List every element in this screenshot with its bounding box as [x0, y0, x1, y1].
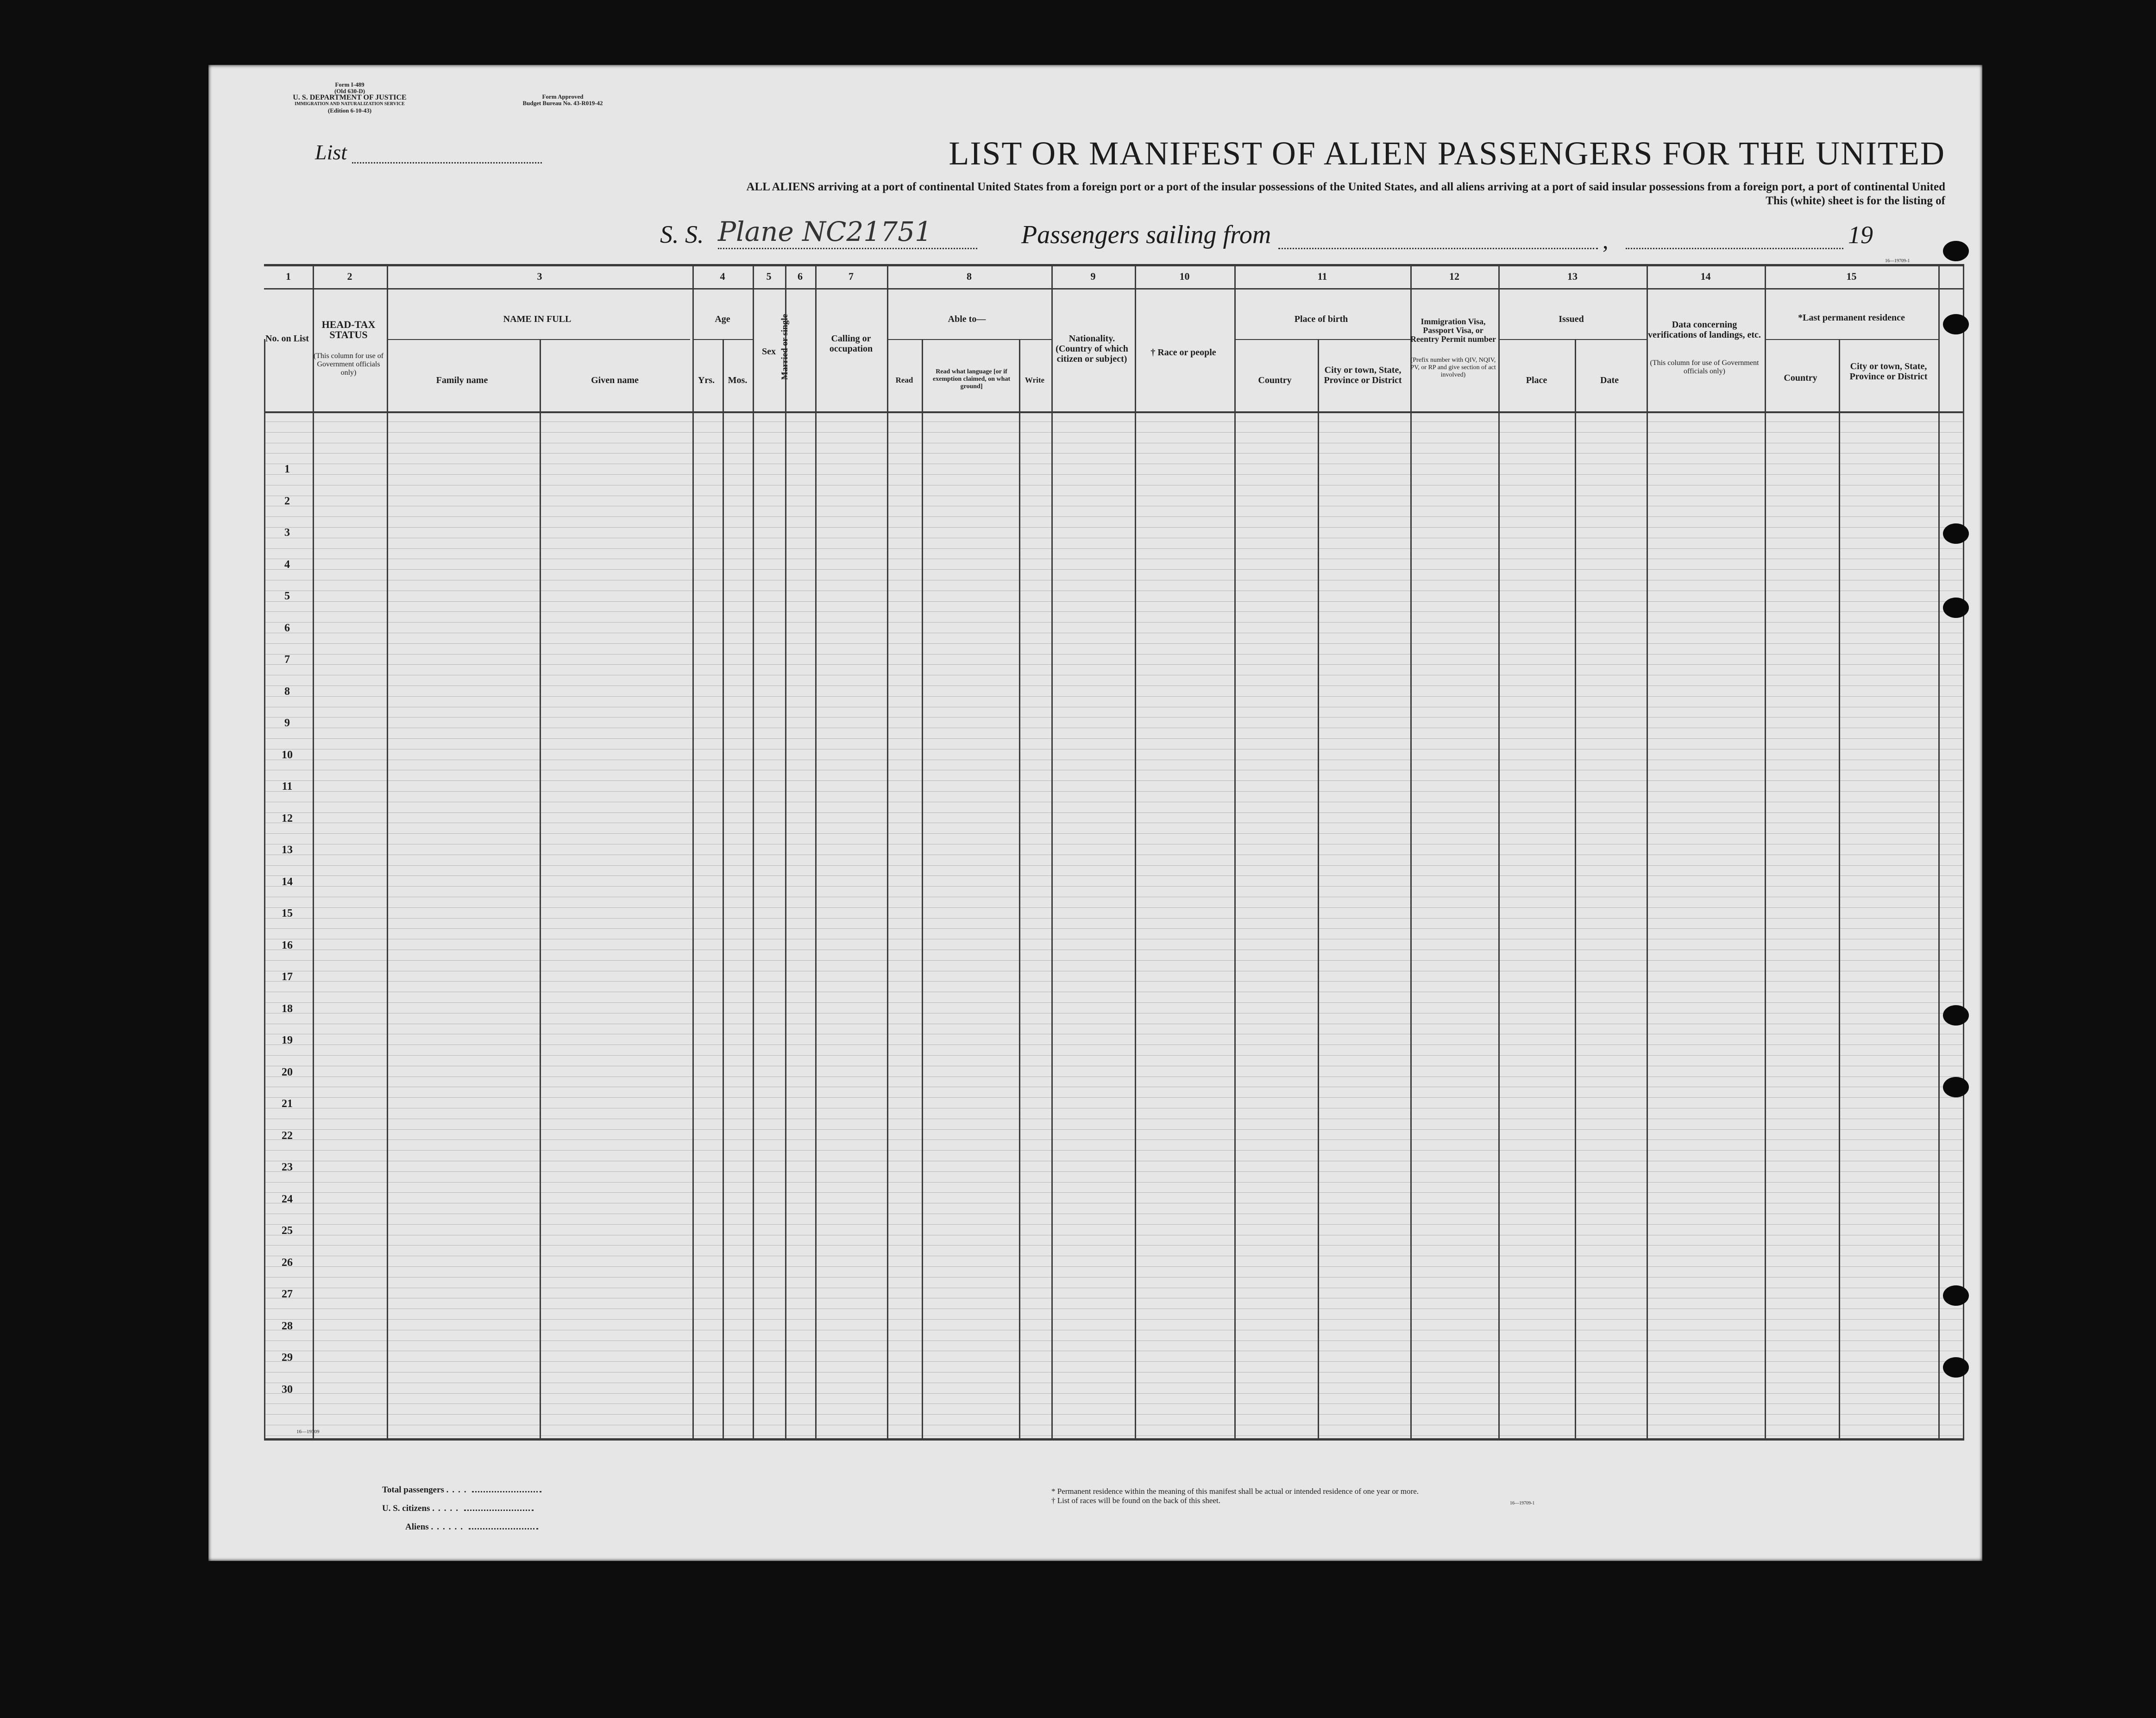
table-bottom-border	[264, 1438, 1964, 1441]
row-rule	[265, 1414, 1962, 1415]
row-number: 14	[282, 876, 293, 888]
row-rule	[265, 643, 1962, 644]
birth-subdivider	[1234, 339, 1410, 340]
column-number: 13	[1567, 271, 1578, 282]
sailing-from-label: Passengers sailing from	[1021, 220, 1271, 249]
row-number: 1	[284, 463, 290, 475]
row-rule	[265, 601, 1962, 602]
subtitle-line-2: This (white) sheet is for the listing of	[1766, 195, 1945, 207]
bottom-code: 16—19709	[296, 1429, 320, 1435]
punch-hole	[1943, 1077, 1969, 1097]
page-title: LIST OR MANIFEST OF ALIEN PASSENGERS FOR THE UNITED	[949, 135, 1945, 172]
header-head-tax: HEAD-TAX STATUS	[321, 319, 376, 340]
row-rule	[265, 865, 1962, 866]
header-head-tax-note: (This column for use of Government officials only)	[313, 352, 384, 377]
header-visa-note: (Prefix number with QIV, NQIV, PV, or RP and give section of act involved)	[1410, 357, 1496, 378]
row-rule	[265, 791, 1962, 792]
header-issued-date: Date	[1600, 375, 1619, 385]
column-number: 8	[967, 271, 972, 282]
header-sex: Sex	[762, 346, 776, 357]
header-read-language: Read what language [or if exemption claimed, on what ground]	[932, 368, 1011, 390]
form-code-top: 16—19709-1	[1885, 258, 1910, 264]
row-rule	[265, 1319, 1962, 1320]
punch-hole	[1943, 1285, 1969, 1306]
column-line	[1575, 339, 1576, 1441]
row-rule	[265, 918, 1962, 919]
row-rule	[265, 875, 1962, 876]
total-passengers-label: Total passengers	[382, 1485, 444, 1495]
residence-subdivider	[1765, 339, 1938, 340]
header-data-note: (This column for use of Government officials only)	[1650, 359, 1759, 375]
age-subdivider	[692, 339, 753, 340]
row-rule	[265, 1182, 1962, 1183]
header-given-name: Given name	[591, 375, 639, 385]
row-number: 30	[282, 1384, 293, 1396]
row-rule	[265, 780, 1962, 781]
column-line	[1318, 339, 1319, 1441]
header-birth-city: City or town, State, Province or District	[1324, 365, 1402, 385]
column-line	[692, 264, 694, 1441]
column-number-divider	[264, 288, 1964, 289]
column-line	[1839, 339, 1840, 1441]
row-number: 19	[282, 1034, 293, 1046]
header-birth-country: Country	[1258, 375, 1292, 385]
row-rule	[265, 1361, 1962, 1362]
header-calling: Calling or occupation	[829, 334, 873, 354]
column-line	[1135, 264, 1136, 1441]
column-line	[887, 264, 888, 1441]
column-line	[1051, 264, 1053, 1441]
column-line	[1019, 339, 1020, 1441]
punch-hole	[1943, 1005, 1969, 1026]
row-number: 21	[282, 1098, 293, 1110]
header-age: Age	[715, 314, 730, 324]
column-number: 15	[1846, 271, 1857, 282]
header-place-of-birth: Place of birth	[1294, 314, 1348, 324]
row-rule	[265, 611, 1962, 612]
column-number: 6	[798, 271, 803, 282]
row-rule	[265, 738, 1962, 739]
column-line	[1498, 264, 1500, 1441]
row-rule	[265, 1097, 1962, 1098]
header-last-residence: *Last permanent residence	[1798, 313, 1905, 323]
row-rule	[265, 1129, 1962, 1130]
column-line	[264, 339, 265, 1441]
column-number: 1	[286, 271, 291, 282]
row-number: 4	[284, 559, 290, 571]
name-subdivider	[387, 339, 690, 340]
row-rule	[265, 622, 1962, 623]
header-read: Read	[895, 376, 913, 384]
header-race: † Race or people	[1150, 347, 1216, 358]
total-passengers-field[interactable]	[472, 1491, 541, 1492]
header-able-to: Able to—	[948, 314, 986, 324]
column-number: 7	[849, 271, 854, 282]
row-rule	[265, 1393, 1962, 1394]
row-rule	[265, 928, 1962, 929]
row-number: 3	[284, 527, 290, 539]
column-line	[1410, 264, 1412, 1441]
row-rule	[265, 548, 1962, 549]
row-rule	[265, 1171, 1962, 1172]
budget-bureau: Budget Bureau No. 43-R019-42	[522, 100, 603, 107]
form-number: Form I-489	[335, 81, 365, 88]
row-number: 9	[284, 717, 290, 729]
column-line	[1647, 264, 1648, 1441]
row-number: 27	[282, 1288, 293, 1300]
row-rule	[265, 432, 1962, 433]
row-number: 5	[284, 590, 290, 602]
row-rule	[265, 960, 1962, 961]
row-rule	[265, 1435, 1962, 1436]
row-rule	[265, 907, 1962, 908]
row-rule	[265, 981, 1962, 982]
column-line	[1234, 264, 1236, 1441]
manifest-sheet	[208, 65, 1982, 1561]
column-line	[815, 264, 817, 1441]
row-rule	[265, 1076, 1962, 1077]
service-name: IMMIGRATION AND NATURALIZATION SERVICE	[295, 101, 405, 107]
column-line	[540, 339, 541, 1441]
row-rule	[265, 569, 1962, 570]
column-line	[785, 264, 786, 1441]
able-subdivider	[887, 339, 1051, 340]
comma-separator: ,	[1603, 227, 1609, 253]
row-number: 15	[282, 907, 293, 919]
approval-block	[509, 94, 616, 107]
column-number: 12	[1449, 271, 1459, 282]
year-prefix: 19	[1848, 221, 1873, 249]
row-number: 2	[284, 495, 290, 507]
header-write: Write	[1025, 376, 1045, 384]
row-rule	[265, 886, 1962, 887]
row-rule	[265, 812, 1962, 813]
row-rule	[265, 1139, 1962, 1140]
column-number: 3	[537, 271, 542, 282]
row-rule	[265, 474, 1962, 475]
row-rule	[265, 696, 1962, 697]
row-number: 10	[282, 749, 293, 761]
row-rule	[265, 1245, 1962, 1246]
row-rule	[265, 516, 1962, 517]
footnote-code: 16—19709-1	[1510, 1501, 1535, 1506]
punch-hole	[1943, 1357, 1969, 1378]
row-rule	[265, 1224, 1962, 1225]
row-number: 28	[282, 1320, 293, 1332]
header-issued-place: Place	[1526, 375, 1547, 385]
row-rule	[265, 527, 1962, 528]
column-number: 9	[1090, 271, 1096, 282]
footnote-permanent-residence: * Permanent residence within the meaning of this manifest shall be actual or intended residence of one year or more.	[1051, 1487, 1419, 1496]
row-number: 18	[282, 1003, 293, 1015]
department-name: U. S. DEPARTMENT OF JUSTICE	[293, 94, 407, 101]
row-number: 22	[282, 1130, 293, 1142]
row-number: 8	[284, 686, 290, 698]
column-number: 5	[766, 271, 772, 282]
column-line	[1963, 264, 1964, 1441]
row-rule	[265, 833, 1962, 834]
row-number: 20	[282, 1066, 293, 1078]
row-number: 11	[282, 780, 293, 793]
column-line	[1938, 264, 1940, 1441]
row-rule	[265, 1002, 1962, 1003]
issued-subdivider	[1498, 339, 1647, 340]
header-mos: Mos.	[728, 375, 748, 385]
row-rule	[265, 664, 1962, 665]
column-number: 4	[720, 271, 725, 282]
column-number: 2	[347, 271, 352, 282]
edition-date: (Edition 6-10-43)	[327, 107, 372, 114]
row-number: 16	[282, 939, 293, 951]
header-issued: Issued	[1559, 314, 1584, 324]
table-top-border	[264, 264, 1964, 266]
row-rule	[265, 1192, 1962, 1193]
vessel-name-field	[718, 248, 977, 249]
row-number: 13	[282, 844, 293, 856]
row-rule	[265, 1055, 1962, 1056]
column-line	[753, 264, 754, 1441]
header-family-name: Family name	[436, 375, 488, 385]
aliens-label: Aliens	[405, 1522, 429, 1532]
row-rule	[265, 1266, 1962, 1267]
header-data-concerning: Data concerning verifications of landings, etc.	[1648, 320, 1761, 340]
row-number: 7	[284, 654, 290, 666]
totals-block: Total passengers .... U. S. citizens ..... Aliens ......	[382, 1485, 660, 1541]
punch-hole	[1943, 314, 1969, 334]
list-label: List	[315, 140, 347, 164]
sailing-from-field[interactable]	[1278, 248, 1598, 249]
header-yrs: Yrs.	[698, 375, 715, 385]
row-number: 26	[282, 1257, 293, 1269]
row-number: 17	[282, 971, 293, 983]
column-number: 10	[1179, 271, 1190, 282]
footnotes	[1051, 1487, 1677, 1505]
header-no-on-list: No. on List	[265, 334, 309, 344]
column-number: 11	[1317, 271, 1327, 282]
row-rule	[265, 1403, 1962, 1404]
list-number-field[interactable]	[352, 162, 542, 164]
column-line	[922, 339, 923, 1441]
punch-hole	[1943, 523, 1969, 544]
row-number: 25	[282, 1225, 293, 1237]
form-old-number: (Old 630-D)	[334, 88, 365, 94]
column-line	[1765, 264, 1766, 1441]
form-id-block	[292, 82, 408, 114]
footnote-races: † List of races will be found on the back of this sheet.	[1051, 1496, 1220, 1505]
column-line	[723, 339, 724, 1441]
row-number: 24	[282, 1193, 293, 1205]
punch-hole	[1943, 598, 1969, 618]
row-number: 29	[282, 1352, 293, 1364]
header-residence-city: City or town, State, Province or District	[1849, 361, 1928, 382]
header-residence-country: Country	[1784, 373, 1817, 383]
row-number: 12	[282, 812, 293, 824]
header-visa: Immigration Visa, Passport Visa, or Reentry Permit number	[1410, 317, 1496, 344]
column-number: 14	[1700, 271, 1711, 282]
header-name-in-full: NAME IN FULL	[503, 314, 572, 324]
row-rule	[265, 1150, 1962, 1151]
column-line	[313, 264, 314, 1441]
row-number: 23	[282, 1161, 293, 1173]
vessel-name-handwritten[interactable]: Plane NC21751	[718, 216, 932, 247]
header-nationality: Nationality. (Country of which citizen or subject)	[1056, 334, 1128, 364]
row-number: 6	[284, 622, 290, 634]
header-married: Married or single	[780, 314, 790, 380]
header-bottom-border	[264, 411, 1964, 413]
aliens-field[interactable]	[469, 1528, 538, 1529]
subtitle-line-1: ALL ALIENS arriving at a port of continental United States from a foreign port or a port of the insular possessions of the United States, and all aliens arriving at a port of said insular possessions from a foreign port, a port of continental United	[746, 181, 1945, 193]
column-line	[387, 264, 388, 1441]
punch-hole	[1943, 241, 1969, 261]
row-rule	[265, 1340, 1962, 1341]
manifest-table	[264, 264, 1964, 1445]
us-citizens-label: U. S. citizens	[382, 1504, 430, 1513]
ss-prefix: S. S.	[660, 220, 704, 248]
form-approved: Form Approved	[542, 93, 584, 100]
sailing-date-field[interactable]	[1626, 248, 1843, 249]
us-citizens-field[interactable]	[464, 1510, 534, 1511]
